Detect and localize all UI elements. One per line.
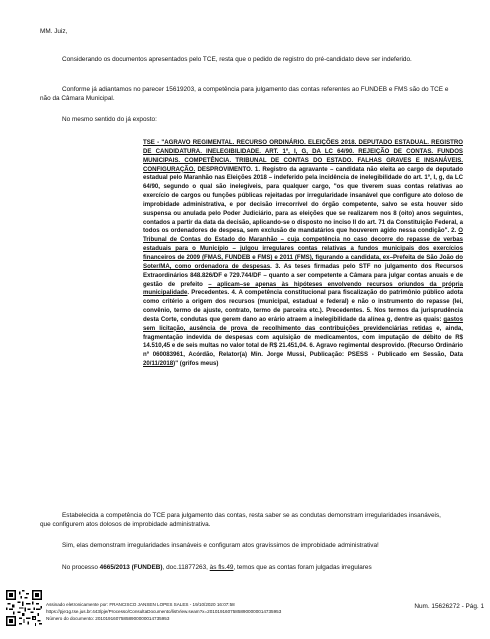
document-number: Número do documento: 20101916075858900000014735953 [46, 616, 170, 621]
quote-underlined-date: 20/11/2018 [143, 360, 174, 368]
paragraph-6: No processo 4665/2013 (FUNDEB), doc.11877263, às fls.49, temos que as contas foram julgadas irregulares [62, 564, 372, 571]
page-reference: às fls.49 [209, 564, 234, 571]
quote-text: . Precedentes. 4. A competência constitucional para fiscalização do patrimônio público adota como critério a origem dos recursos (municipal, estadual e federal) e não o instrumento do repasse (lei, convênio, termo de ajuste, contrato, termo de parceira etc.). Precedentes. 5. Nos termos da jurisprudência desta Corte, condutas que gerem dano ao erário atraem a inelegibilidade da alínea g, dentre as quais: [143, 289, 463, 323]
quote-heading: TSE - "AGRAVO REGIMENTAL. RECURSO ORDINÁRIO. ELEIÇÕES 2018. DEPUTADO ESTADUAL. REGISTRO DE CANDIDATURA. INELEGIBILIDADE. ART. 1º, I, G, DA LC 64/90. REJEIÇÃO DE CONTAS. FUNDOS MUNICIPAIS. COMPETÊNCIA. TRIBUNAL DE CONTAS DO ESTADO. FALHAS GRAVES E INSANÁVEIS. CONFIGURAÇÃO. [143, 139, 463, 173]
quote-underlined-tce: O Tribunal de Contas do Estado do Maranhão – cuja competência no caso decorre do repasse de verbas estaduais para o Município – julgou irregulares contas relativas a fundos municipais dos exercícios financeiros de 2009 (FMAS, FUNDEB e FMS) e 2011 (FMS), figurando a candidata, ex–Prefeita de São João do Soter/MA, como ordenadora de despesas [143, 227, 463, 270]
salutation: MM. Juiz, [40, 28, 68, 35]
paragraph-2: Conforme já adiantamos no parecer 15619203, a competência para julgamento das contas referentes ao FUNDEB e FMS são do TCE e não da Câmara Municipal. [40, 86, 449, 102]
verification-link[interactable]: https://pje1g.tse.jus.br:443/pje/Processo/ConsultaDocumento/listView.seam?x=20101916075858900000014735953 [46, 609, 282, 614]
quote-text: . 3. As teses firmadas pelo STF no julgamento dos Recursos Extraordinários 848.826/DF e 729.744/DF – quanto a ser competente a Câmara para julgar contas anuais e de gestão de prefeito [143, 262, 463, 288]
jurisprudence-quote [143, 139, 463, 369]
paragraph-1: Considerando os documentos apresentados pelo TCE, resta que o pedido de registro do pré-candidato deve ser indeferido. [62, 56, 412, 63]
paragraph-4: Estabelecida a competência do TCE para julgamento das contas, resta saber se as condutas demonstram irregularidades insanáveis, que configurem atos dolosos de improbidade administrativa. [40, 512, 441, 528]
quote-underlined-municipal: – aplicam–se apenas às hipóteses envolvendo recursos oriundos da própria municipalidade [143, 280, 463, 297]
quote-text: )" (grifos meus) [173, 360, 219, 368]
process-number: 4665/2013 (FUNDEB) [99, 564, 163, 571]
signature-footer [0, 588, 490, 639]
paragraph-5: Sim, elas demonstram irregularidades insanáveis e configuram atos gravíssimos de improbidade administrativa! [62, 542, 379, 549]
page-number: Num. 15626272 - Pág. 1 [414, 603, 484, 610]
signature-line: Assinado eletronicamente por: FRANCISCO JANSEN LOPES SALES - 19/10/2020 16:07:58 [46, 602, 235, 607]
quote-text: DESPROVIMENTO. 1. Registro da agravante – candidata não eleita ao cargo de deputado estadual pelo Maranhão nas Eleições 2018 – indeferido pela incidência de inelegibilidade do art. 1º, I, g, da LC 64/90, segundo o qual são inelegíveis, para qualquer cargo, "os que tiverem suas contas relativas ao exercício de cargos ou funções públicas rejeitadas por irregularidade insanável que configure ato doloso de improbidade administrativa, e por decisão irrecorrível do órgão competente, salvo se esta houver sido suspensa ou anulada pelo Poder Judiciário, para as eleições que se realizarem nos 8 (oito) anos seguintes, contados a partir da data da decisão, aplicando-se o disposto no inciso II do art. 71 da Constituição Federal, a todos os ordenadores de despesa, sem exclusão de mandatários que houverem agido nessa condição". 2. [143, 165, 463, 235]
paragraph-3: No mesmo sentido do já exposto: [62, 116, 157, 123]
qr-code-icon [6, 590, 42, 626]
quote-text: e, ainda, fragmentação indevida de despesas com aquisição de medicamentos, com imputação de débito de R$ 14.510,45 e de seis multas no valor total de R$ 21.451,04. 6. Agravo regimental desprovido. (Recurso Ordinário nº 060083961, Acórdão, Relator(a) Min. Jorge Mussi, Publicação: PSESS - Publicado em Sessão, Data [143, 324, 463, 359]
quote-underlined-gastos: gastos sem licitação, ausência de prova de recolhimento das contribuições previdenciárias retidas [143, 315, 463, 332]
